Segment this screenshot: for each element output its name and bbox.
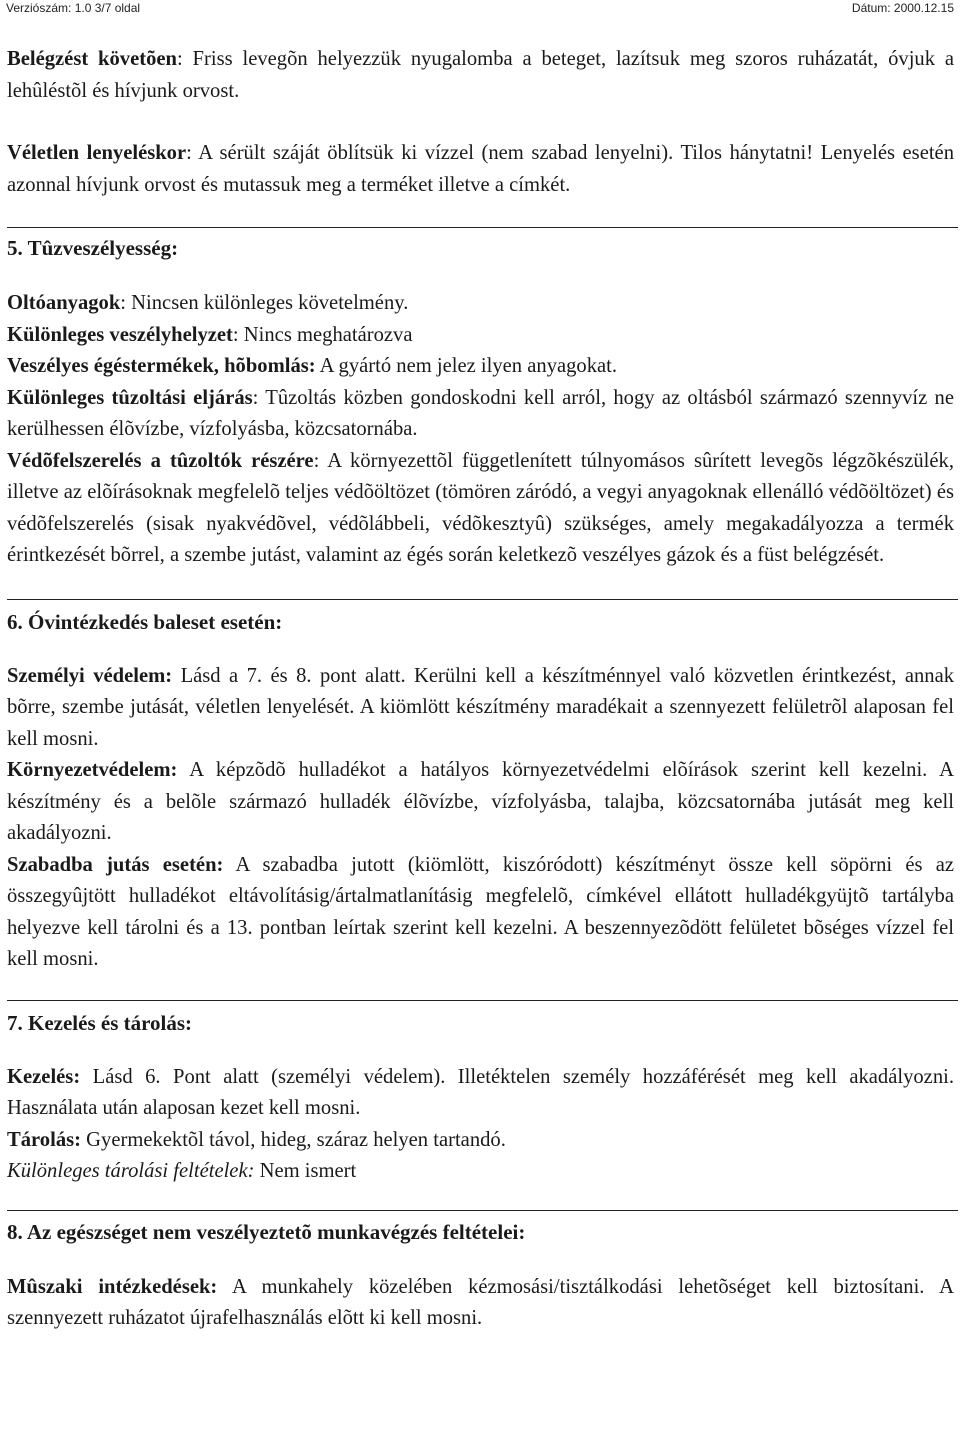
firefighting-paragraph xyxy=(7,383,954,446)
section-7-title: 7. Kezelés és tárolás: xyxy=(7,1010,193,1035)
extinguishers-paragraph xyxy=(7,288,954,320)
extinguishers-label: Oltóanyagok xyxy=(7,292,121,314)
ingestion-label: Véletlen lenyeléskor xyxy=(7,142,187,164)
ingestion-text: : A sérült száját öblítsük ki vízzel (nem szabad lenyelni). Tilos hánytatni! Lenyelés esetén azonnal hívjunk orvost és mutassuk meg a terméket illetve a címkét. xyxy=(7,142,954,196)
document-date: Dátum: 2000.12.15 xyxy=(851,1,954,15)
special-storage-label: Különleges tárolási feltételek: xyxy=(7,1160,255,1182)
personal-protection-paragraph xyxy=(7,661,954,756)
special-storage-paragraph xyxy=(7,1156,954,1188)
combustion-label: Veszélyes égéstermékek, hõbomlás: xyxy=(7,355,316,377)
handling-paragraph xyxy=(7,1062,954,1125)
technical-measures-paragraph xyxy=(7,1272,954,1335)
section-5-title: 5. Tûzveszélyesség: xyxy=(7,236,179,260)
firefighting-label: Különleges tûzoltási eljárás xyxy=(7,386,253,409)
environment-text: A képzõdõ hulladékot a hatályos környezetvédelmi elõírások szerint kell kezelni. A készítmény és a belõle származó hulladék élõvízbe, vízfolyásba, talajba, közcsatornába jutását meg kell akadályozni. xyxy=(7,759,954,844)
special-hazard-text: : Nincs meghatározva xyxy=(232,323,413,346)
personal-protection-label: Személyi védelem: xyxy=(7,664,173,687)
technical-measures-text: A munkahely közelében kézmosási/tisztálkodási lehetõséget kell biztosítani. A szennyezett ruházatot újrafelhasználás elõtt ki kell mosni. xyxy=(7,1275,954,1329)
section-5 xyxy=(7,227,958,264)
technical-measures-label: Mûszaki intézkedések: xyxy=(7,1275,218,1298)
inhalation-label: Belégzést követõen xyxy=(7,48,177,70)
section-6 xyxy=(7,599,958,638)
document-body xyxy=(7,44,954,1335)
protective-paragraph xyxy=(7,446,954,572)
environment-paragraph xyxy=(7,755,954,850)
release-text: A szabadba jutott (kiömlött, kiszóródott) készítményt össze kell söpörni és az összegyûjtött hulladékot eltávolításig/ártalmatlanításig megfelelõ, címkével ellátott hulladékgyüjtõ tartályba helyezve kell tárolni és a 13. pontban leírtak szerint kell kezelni. A beszennyezõdött felületet bõséges vízzel fel kell mosni. xyxy=(7,853,954,970)
combustion-text: A gyártó nem jelez ilyen anyagokat. xyxy=(315,355,618,377)
release-paragraph xyxy=(7,850,954,976)
special-storage-text: Nem ismert xyxy=(254,1160,357,1182)
special-hazard-label: Különleges veszélyhelyzet xyxy=(7,323,233,346)
handling-label: Kezelés: xyxy=(7,1065,81,1088)
section-6-title: 6. Óvintézkedés baleset esetén: xyxy=(7,609,283,634)
special-hazard-paragraph xyxy=(7,320,954,352)
firefighting-text: : Tûzoltás közben gondoskodni kell arról, hogy az oltásból származó szennyvíz ne kerülhessen élõvízbe, vízfolyásba, közcsatornába. xyxy=(7,386,954,440)
storage-text: Gyermekektõl távol, hideg, száraz helyen tartandó. xyxy=(81,1128,506,1151)
version-info: Verziószám: 1.0 3/7 oldal xyxy=(6,1,141,15)
combustion-paragraph xyxy=(7,351,954,383)
section-8 xyxy=(7,1210,958,1248)
inhalation-paragraph xyxy=(7,44,954,107)
ingestion-paragraph xyxy=(7,138,954,201)
storage-label: Tárolás: xyxy=(7,1128,81,1151)
protective-label: Védõfelszerelés a tûzoltók részére xyxy=(7,449,314,472)
section-7 xyxy=(7,1000,958,1039)
protective-text: : A környezettõl függetlenített túlnyomásos sûrített levegõs légzõkészülék, illetve az elõírásoknak megfelelõ teljes védõöltözet (tömören záródó, a vegyi anyagoknak ellenálló védõöltözet) és védõfelszerelés (sisak nyakvédõvel, védõlábbeli, védõkesztyû) szükséges, amely megakadályozza a termék érintkezését bõrrel, a szembe jutást, valamint az égés során keletkezõ veszélyes gázok és a füst belégzését. xyxy=(7,449,954,566)
inhalation-text: : Friss levegõn helyezzük nyugalomba a beteget, lazítsuk meg szoros ruházatát, óvjuk a lehûléstõl és hívjunk orvost. xyxy=(7,48,954,102)
extinguishers-text: : Nincsen különleges követelmény. xyxy=(120,292,409,314)
release-label: Szabadba jutás esetén: xyxy=(7,853,224,876)
storage-paragraph xyxy=(7,1125,954,1157)
section-8-title: 8. Az egészséget nem veszélyeztetõ munkavégzés feltételei: xyxy=(7,1219,526,1244)
page-header xyxy=(6,0,954,16)
environment-label: Környezetvédelem: xyxy=(7,759,178,781)
handling-text: Lásd 6. Pont alatt (személyi védelem). Illetéktelen személy hozzáférését meg kell akadályozni. Használata után alaposan kezet kell mosni. xyxy=(7,1065,954,1119)
personal-protection-text: Lásd a 7. és 8. pont alatt. Kerülni kell a készítménnyel való közvetlen érintkezést, annak bõrre, szembe jutását, véletlen lenyelését. A kiömlött készítmény maradékait a szennyezett felületrõl alaposan fel kell mosni. xyxy=(7,664,955,750)
